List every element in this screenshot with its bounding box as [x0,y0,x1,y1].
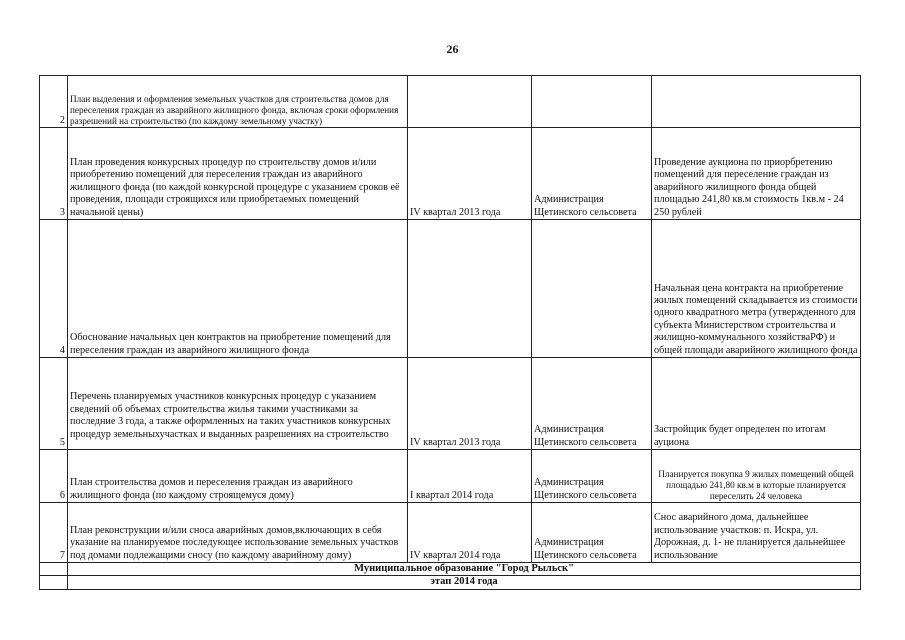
row-deadline: IV квартал 2014 года [408,503,532,563]
row-note: Планируется покупка 9 жилых помещений общей площадью 241,80 кв.м в которые планируется переселить 24 человека [652,450,861,503]
row-deadline [408,220,532,358]
section-title: Муниципальное образование "Город Рыльск" [68,563,861,576]
row-executor: Администрация Щетинского сельсовета [532,503,652,563]
row-number: 6 [40,450,68,503]
row-executor: Администрация Щетинского сельсовета [532,128,652,220]
table-row [40,128,861,220]
stage-row [40,576,861,589]
row-note: Проведение аукциона по приорбретению помещений для переселение граждан из аварийного жилищного фонда общей площадью 241,80 кв.м стоимость 1кв.м - 24 250 рублей [652,128,861,220]
row-executor [532,220,652,358]
row-number: 3 [40,128,68,220]
row-executor: Администрация Щетинского сельсовета [532,358,652,450]
plan-table [39,75,861,590]
stage-title: этап 2014 года [68,576,861,589]
row-deadline: I квартал 2014 года [408,450,532,503]
section-row [40,563,861,576]
table-row [40,76,861,128]
row-description: Обоснование начальных цен контрактов на приобретение помещений для переселения граждан из аварийного жилищного фонда [68,220,408,358]
row-description: План выделения и оформления земельных участков для строительства домов для переселения граждан из аварийного жилищного фонда, включая сроки оформления разрешений на строительство (по каждому земельному участку) [68,76,408,128]
row-note: Снос аварийного дома, дальнейшее использование участков: п. Искра, ул. Дорожная, д. 1- не планируется дальнейшее использование [652,503,861,563]
table-row [40,358,861,450]
row-deadline: IV квартал 2013 года [408,128,532,220]
row-number: 4 [40,220,68,358]
page-number: 26 [446,42,459,56]
row-executor [532,76,652,128]
row-number: 7 [40,503,68,563]
row-number: 2 [40,76,68,128]
row-deadline: IV квартал 2013 года [408,358,532,450]
table-row [40,450,861,503]
table-row [40,503,861,563]
row-note: Начальная цена контракта на приобретение жилых помещений складывается из стоимости одного квадратного метра (утвержденного для субъекта Министерством строительства и жилищно-коммунального хозяйстваРФ) и общей площади аварийного жилищного фонда [652,220,861,358]
row-deadline [408,76,532,128]
row-description: План проведения конкурсных процедур по строительству домов и/или приобретению помещений для переселения граждан из аварийного жилищного фонда (по каждой конкурсной процедуре с указанием сроков её проведения, площади строящихся или приобретаемых помещений начальной цены) [68,128,408,220]
row-number: 5 [40,358,68,450]
row-description: Перечень планируемых участников конкурсных процедур с указанием сведений об объемах строительства жилья такими участниками за последние 3 года, а также оформленных на таких участников конкурсных процедур земельныхучастках и выданных разрешениях на строительство [68,358,408,450]
row-note [652,76,861,128]
row-note: Застройщик будет определен по итогам ауциона [652,358,861,450]
table-row [40,220,861,358]
row-description: План реконструкции и/или сноса аварийных домов,включающих в себя указание на планируемое последующее использование земельных участков под домами подлежащими сносу (по каждому аварийному дому) [68,503,408,563]
row-description: План строительства домов и переселения граждан из аварийного жилищного фонда (по каждому строящемуся дому) [68,450,408,503]
row-executor: Администрация Щетинского сельсовета [532,450,652,503]
